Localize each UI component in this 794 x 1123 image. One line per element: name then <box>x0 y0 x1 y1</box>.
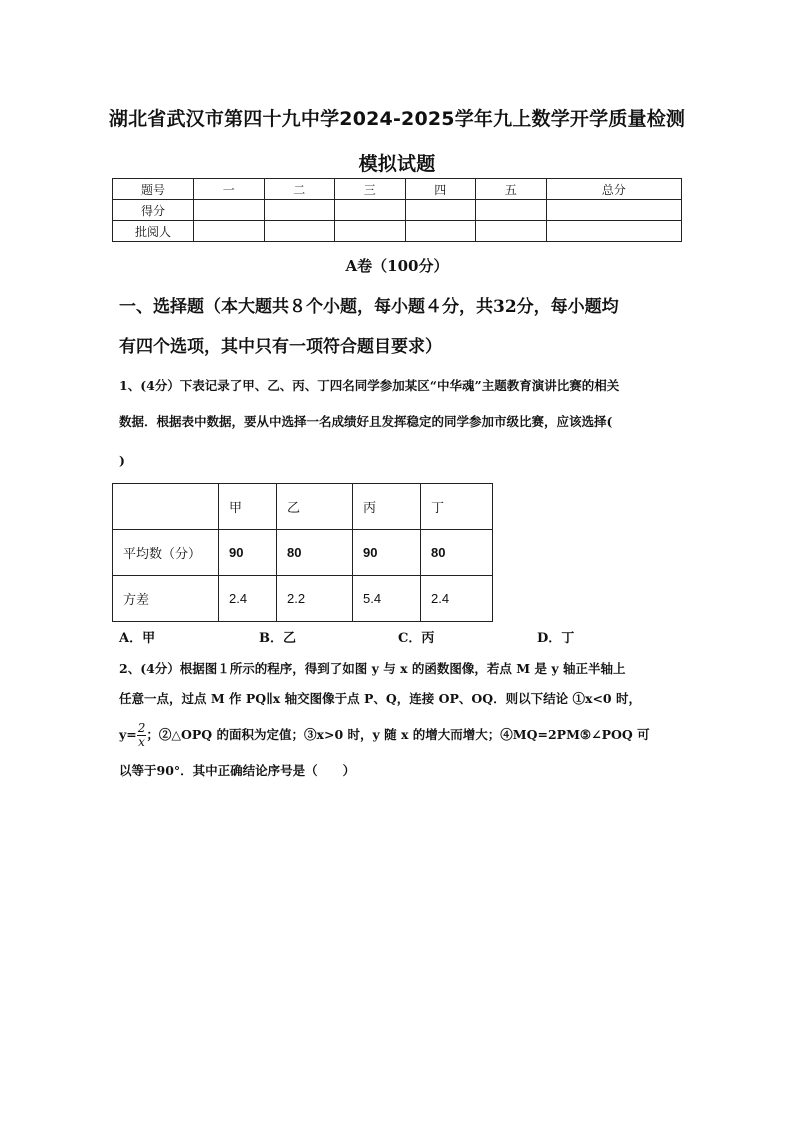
data-header-cell: 丙 <box>353 484 421 530</box>
score-header-cell: 总分 <box>546 179 682 200</box>
page-title-line-1: 湖北省武汉市第四十九中学2024-2025学年九上数学开学质量检测 <box>108 108 686 130</box>
fraction-denominator: x <box>138 735 145 749</box>
data-header-cell: 甲 <box>219 484 277 530</box>
data-row-label: 方差 <box>113 576 219 622</box>
volume-heading: A卷（100分） <box>345 257 449 275</box>
score-row-grader <box>113 221 682 242</box>
score-cell <box>335 221 406 242</box>
section-heading-line-2: 有四个选项，其中只有一项符合题目要求） <box>119 337 442 357</box>
data-header-cell <box>113 484 219 530</box>
fraction <box>137 722 147 749</box>
score-cell <box>405 200 476 221</box>
question-1-line-2: 数据．根据表中数据，要从中选择一名成绩好且发挥稳定的同学参加市级比赛，应该选择( <box>119 414 613 429</box>
score-cell <box>194 200 265 221</box>
data-cell: 2.2 <box>277 576 353 622</box>
data-row-variance <box>113 576 493 622</box>
score-table-header-row <box>113 179 682 200</box>
score-cell <box>194 221 265 242</box>
data-cell: 90 <box>219 530 277 576</box>
score-header-cell: 四 <box>405 179 476 200</box>
score-header-cell: 五 <box>476 179 547 200</box>
option-b: B．乙 <box>259 631 296 646</box>
score-row-points <box>113 200 682 221</box>
score-cell <box>335 200 406 221</box>
score-header-cell: 三 <box>335 179 406 200</box>
option-a: A．甲 <box>119 631 156 646</box>
score-header-cell: 一 <box>194 179 265 200</box>
option-c: C．丙 <box>398 631 435 646</box>
score-row-label: 批阅人 <box>113 221 194 242</box>
data-cell: 80 <box>421 530 493 576</box>
data-cell: 2.4 <box>219 576 277 622</box>
data-row-mean <box>113 530 493 576</box>
data-cell: 2.4 <box>421 576 493 622</box>
section-heading-line-1: 一、选择题（本大题共８个小题，每小题４分，共32分，每小题均 <box>119 297 619 317</box>
score-cell <box>264 200 335 221</box>
data-header-cell: 丁 <box>421 484 493 530</box>
data-header-cell: 乙 <box>277 484 353 530</box>
score-cell <box>476 221 547 242</box>
fraction-numerator: 2 <box>137 721 146 735</box>
question-1-line-1: 1、(4分）下表记录了甲、乙、丙、丁四名同学参加某区“中华魂”主题教育演讲比赛的相关 <box>119 378 620 393</box>
question-1-data-table <box>112 483 493 622</box>
data-row-label: 平均数（分） <box>113 530 219 576</box>
score-cell <box>264 221 335 242</box>
page-title-line-2: 模拟试题 <box>358 153 436 175</box>
score-table <box>112 178 682 242</box>
option-d: D．丁 <box>537 631 575 646</box>
data-cell: 5.4 <box>353 576 421 622</box>
question-1-line-3: ) <box>119 453 125 468</box>
formula-rest: ；②△OPQ 的面积为定值；③x>0 时，y 随 x 的增大而增大；④MQ=2PM⑤∠POQ 可 <box>146 727 650 742</box>
score-header-cell: 题号 <box>113 179 194 200</box>
score-cell <box>476 200 547 221</box>
question-2-line-4: 以等于90°．其中正确结论序号是（ ） <box>119 763 356 778</box>
question-2-line-2: 任意一点，过点 M 作 PQ∥x 轴交图像于点 P、Q，连接 OP、OQ．则以下结论 ①x<0 时， <box>119 691 641 706</box>
question-2-line-1: 2、(4分）根据图１所示的程序，得到了如图 y 与 x 的函数图像，若点 M 是 y 轴正半轴上 <box>119 661 626 676</box>
score-cell <box>405 221 476 242</box>
data-cell: 80 <box>277 530 353 576</box>
score-row-label: 得分 <box>113 200 194 221</box>
score-cell <box>546 221 682 242</box>
score-cell <box>546 200 682 221</box>
question-2-line-3 <box>119 720 679 750</box>
data-table-header-row <box>113 484 493 530</box>
formula-prefix: y= <box>119 727 137 742</box>
data-cell: 90 <box>353 530 421 576</box>
score-header-cell: 二 <box>264 179 335 200</box>
